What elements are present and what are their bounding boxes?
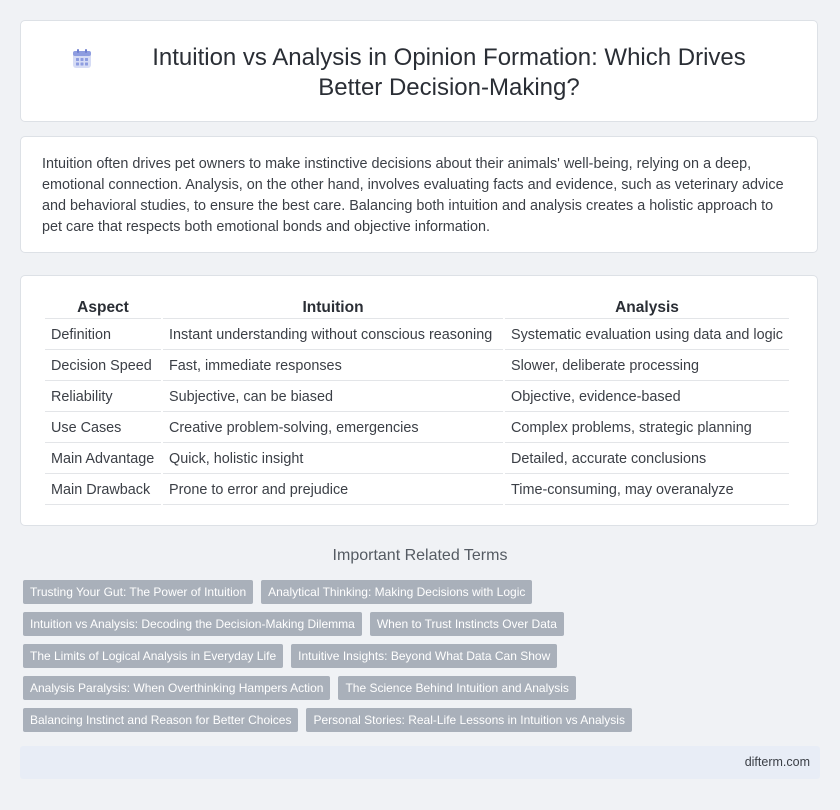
header-intuition: Intuition <box>163 298 503 319</box>
site-link[interactable]: difterm.com <box>744 755 810 769</box>
intro-text: Intuition often drives pet owners to make instinctive decisions about their animals' well-being, relying on a deep, emotional connection. Analysis, on the other hand, involves evaluating facts and evidence, such as veterinary advice and behavioral studies, to ensure the best care. Balancing both intuition and analysis creates a holistic approach to pet care that respects both emotional bonds and objective information. <box>42 156 784 235</box>
related-terms-title: Important Related Terms <box>332 547 508 564</box>
table-row <box>45 414 789 443</box>
cell-analysis: Complex problems, strategic planning <box>505 414 789 443</box>
tag-row <box>23 612 663 636</box>
related-term-tag[interactable]: Intuitive Insights: Beyond What Data Can Show <box>291 644 557 668</box>
related-term-tag[interactable]: Analysis Paralysis: When Overthinking Hampers Action <box>23 676 330 700</box>
tag-row <box>23 708 663 732</box>
tag-row <box>23 580 663 604</box>
cell-aspect: Reliability <box>45 383 161 412</box>
related-term-tag[interactable]: Personal Stories: Real-Life Lessons in Intuition vs Analysis <box>306 708 632 732</box>
table-header-row <box>45 298 789 319</box>
cell-analysis: Slower, deliberate processing <box>505 352 789 381</box>
header-analysis: Analysis <box>505 298 789 319</box>
related-term-tag[interactable]: Analytical Thinking: Making Decisions with Logic <box>261 580 532 604</box>
related-term-tag[interactable]: When to Trust Instincts Over Data <box>370 612 564 636</box>
cell-intuition: Quick, holistic insight <box>163 445 503 474</box>
table-row <box>45 445 789 474</box>
cell-intuition: Creative problem-solving, emergencies <box>163 414 503 443</box>
header-card <box>20 20 818 122</box>
related-term-tag[interactable]: Trusting Your Gut: The Power of Intuition <box>23 580 253 604</box>
cell-analysis: Objective, evidence-based <box>505 383 789 412</box>
cell-aspect: Use Cases <box>45 414 161 443</box>
tag-row <box>23 644 663 668</box>
cell-aspect: Main Drawback <box>45 476 161 505</box>
related-term-tag[interactable]: The Limits of Logical Analysis in Everyday Life <box>23 644 283 668</box>
cell-analysis: Detailed, accurate conclusions <box>505 445 789 474</box>
title-wrap <box>21 43 817 103</box>
comparison-table <box>43 296 791 507</box>
intro-card <box>20 136 818 253</box>
table-row <box>45 383 789 412</box>
cell-aspect: Decision Speed <box>45 352 161 381</box>
footer-bar <box>20 746 820 779</box>
cell-analysis: Time-consuming, may overanalyze <box>505 476 789 505</box>
cell-aspect: Definition <box>45 321 161 350</box>
tag-row <box>23 676 663 700</box>
cell-intuition: Subjective, can be biased <box>163 383 503 412</box>
header-aspect: Aspect <box>45 298 161 319</box>
cell-intuition: Fast, immediate responses <box>163 352 503 381</box>
cell-analysis: Systematic evaluation using data and logic <box>505 321 789 350</box>
cell-aspect: Main Advantage <box>45 445 161 474</box>
cell-intuition: Prone to error and prejudice <box>163 476 503 505</box>
table-row <box>45 352 789 381</box>
cell-intuition: Instant understanding without conscious reasoning <box>163 321 503 350</box>
related-terms-tags <box>23 580 663 740</box>
related-term-tag[interactable]: Balancing Instinct and Reason for Better Choices <box>23 708 298 732</box>
comparison-table-card <box>20 275 818 526</box>
page-title: Intuition vs Analysis in Opinion Formation: Which Drives Better Decision-Making? <box>152 44 746 101</box>
table-row <box>45 476 789 505</box>
table-row <box>45 321 789 350</box>
related-term-tag[interactable]: Intuition vs Analysis: Decoding the Decision-Making Dilemma <box>23 612 362 636</box>
related-term-tag[interactable]: The Science Behind Intuition and Analysis <box>338 676 575 700</box>
